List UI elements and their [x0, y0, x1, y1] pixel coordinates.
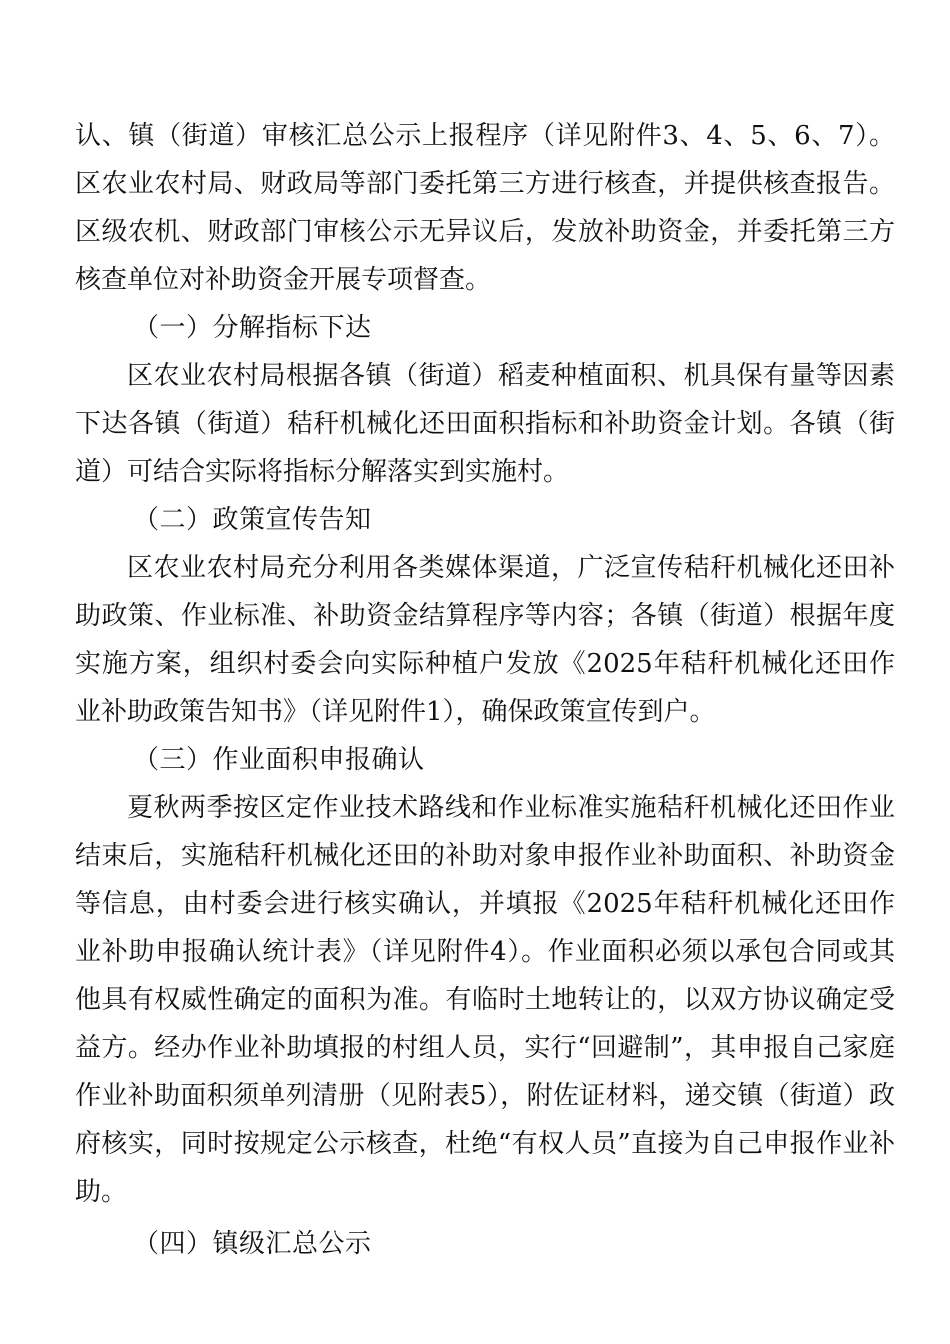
document-body [75, 112, 895, 1268]
paragraph-3: 夏秋两季按区定作业技术路线和作业标准实施秸秆机械化还田作业结束后，实施秸秆机械化还田的补助对象申报作业补助面积、补助资金等信息，由村委会进行核实确认，并填报《2025年秸秆机械化还田作业补助申报确认统计表》（详见附件4）。作业面积必须以承包合同或其他具有权威性确定的面积为准。有临时土地转让的，以双方协议确定受益方。经办作业补助填报的村组人员，实行“回避制”，其申报自己家庭作业补助面积须单列清册（见附表5），附佐证材料，递交镇（街道）政府核实，同时按规定公示核查，杜绝“有权人员”直接为自己申报作业补助。 [75, 793, 895, 1207]
paragraph-2: 区农业农村局充分利用各类媒体渠道，广泛宣传秸秆机械化还田补助政策、作业标准、补助资金结算程序等内容；各镇（街道）根据年度实施方案，组织村委会向实际种植户发放《2025年秸秆机械化还田作业补助政策告知书》（详见附件1），确保政策宣传到户。 [75, 553, 895, 727]
section-heading-1: （一）分解指标下达 [133, 313, 372, 343]
paragraph-continued: 认、镇（街道）审核汇总公示上报程序（详见附件3、4、5、6、7）。区农业农村局、财政局等部门委托第三方进行核查，并提供核查报告。区级农机、财政部门审核公示无异议后，发放补助资金，并委托第三方核查单位对补助资金开展专项督查。 [75, 121, 895, 295]
section-heading-3: （三）作业面积申报确认 [133, 745, 425, 775]
section-heading-4: （四）镇级汇总公示 [133, 1229, 372, 1259]
paragraph-1: 区农业农村局根据各镇（街道）稻麦种植面积、机具保有量等因素下达各镇（街道）秸秆机械化还田面积指标和补助资金计划。各镇（街道）可结合实际将指标分解落实到实施村。 [75, 361, 895, 487]
section-heading-2: （二）政策宣传告知 [133, 505, 372, 535]
